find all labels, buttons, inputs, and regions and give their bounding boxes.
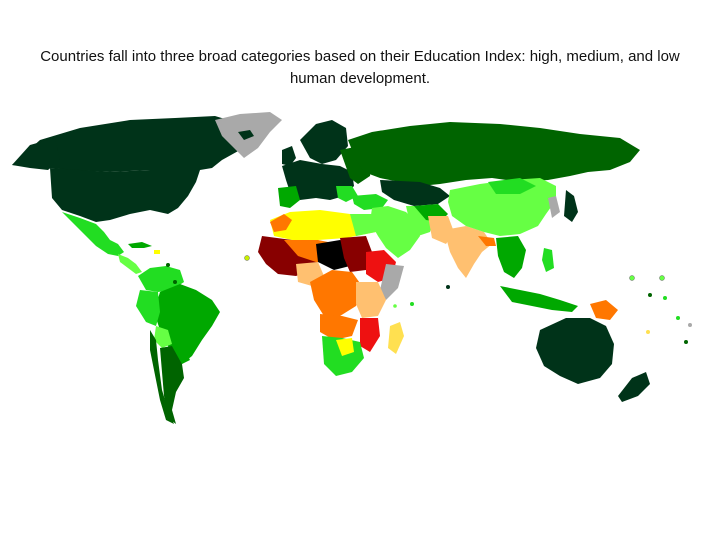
usa [50, 168, 200, 222]
slide-caption: Countries fall into three broad categories based on their Education Index: high, medium, and low human development. [40, 48, 680, 87]
peru [136, 290, 160, 326]
japan [564, 190, 578, 222]
russia [348, 122, 640, 186]
oceania-region [536, 318, 650, 402]
australia [536, 318, 614, 384]
south-america-region [136, 266, 220, 424]
scandinavia [300, 120, 348, 164]
india [444, 226, 492, 278]
central-america [118, 254, 142, 274]
papua-new-guinea [590, 300, 618, 320]
alaska [12, 138, 60, 170]
cuba [128, 242, 152, 248]
angola-zambia [320, 314, 358, 340]
madagascar [388, 322, 404, 354]
iberia [278, 186, 300, 208]
mozambique [360, 318, 380, 352]
island-markers [166, 256, 692, 345]
indonesia [500, 286, 578, 312]
southeast-asia [496, 236, 526, 278]
philippines [542, 248, 554, 272]
new-zealand [618, 372, 650, 402]
haiti [154, 250, 160, 254]
